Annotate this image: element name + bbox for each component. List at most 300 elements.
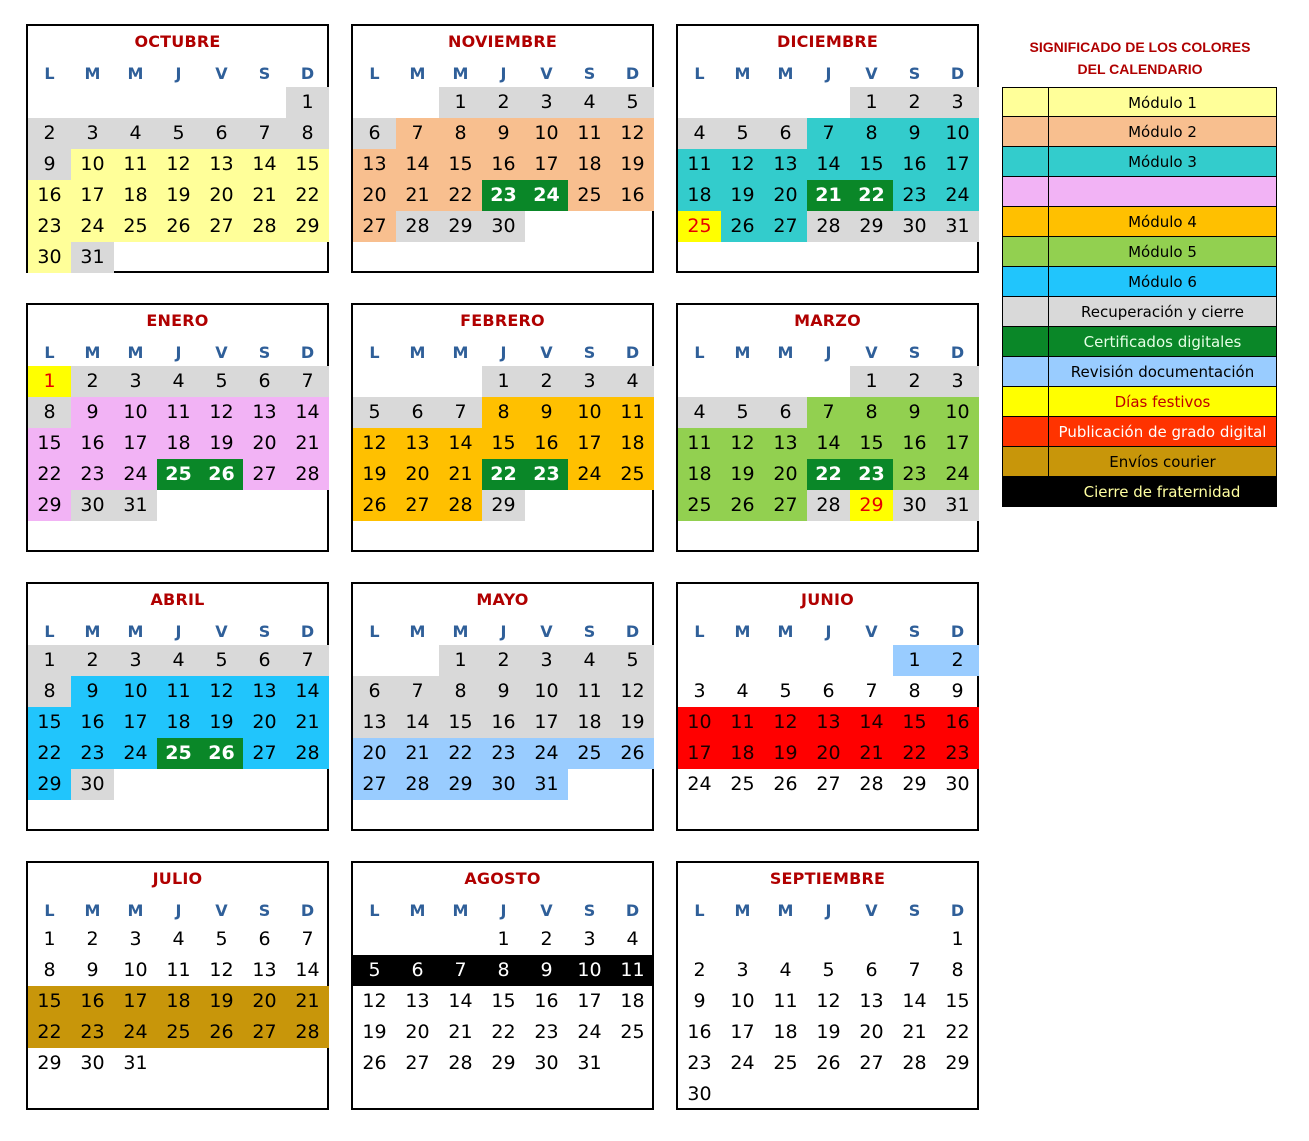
day-cell: 18 [157,707,200,738]
weekday-label: L [369,622,380,641]
day-cell: 25 [678,490,721,521]
legend-item-pink [1002,177,1277,207]
day-cell: 23 [482,180,525,211]
month-title: JULIO [152,869,203,888]
day-cell: 8 [28,397,71,428]
legend-label: Cierre de fraternidad [1083,483,1241,501]
day-cell: 26 [353,490,396,521]
weekday-label: S [583,901,596,920]
day-cell: 31 [114,490,157,521]
day-cell: 7 [286,645,329,676]
weekday-label: M [734,622,751,641]
day-cell: 15 [945,990,970,1012]
day-cell: 19 [721,180,764,211]
day-cell: 28 [286,1017,329,1048]
day-cell: 3 [525,87,568,118]
weekday-label: D [300,343,315,362]
empty-cell [396,87,439,118]
day-cell: 19 [157,180,200,211]
day-cell: 16 [482,149,525,180]
day-cell: 4 [172,928,185,950]
day-cell: 8 [850,118,893,149]
day-cell: 2 [893,87,936,118]
month-title: JUNIO [801,590,854,609]
legend-swatch [1003,147,1049,176]
day-cell: 12 [611,118,654,149]
weekday-header [353,901,654,921]
day-cell: 5 [721,118,764,149]
day-cell: 12 [721,149,764,180]
day-grid [28,87,329,273]
day-cell: 28 [396,769,439,800]
day-cell: 24 [525,738,568,769]
day-cell: 2 [28,118,71,149]
legend-swatch [1003,447,1049,476]
day-cell: 24 [687,773,712,795]
empty-cell [893,924,936,955]
day-cell: 14 [286,397,329,428]
day-cell: 22 [28,738,71,769]
day-cell: 8 [482,955,525,986]
month-marzo [676,303,979,552]
day-cell: 29 [850,211,893,242]
day-cell: 28 [286,459,329,490]
weekday-label: D [625,64,640,83]
day-grid [353,924,654,1079]
day-cell: 20 [243,428,286,459]
day-cell: 13 [252,959,277,981]
day-cell: 23 [71,459,114,490]
weekday-header [678,901,979,921]
day-cell: 5 [215,928,228,950]
day-cell: 16 [534,990,559,1012]
day-cell: 14 [807,428,850,459]
legend-label: Módulo 3 [1128,153,1197,171]
day-cell: 18 [568,149,611,180]
day-cell: 5 [200,645,243,676]
day-cell: 8 [951,959,964,981]
day-cell: 10 [123,959,148,981]
day-cell: 28 [859,773,884,795]
day-cell: 16 [893,149,936,180]
empty-cell [353,645,396,676]
day-cell: 7 [908,959,921,981]
day-cell: 4 [678,118,721,149]
day-cell: 11 [611,397,654,428]
day-cell: 14 [295,959,320,981]
month-agosto [351,861,654,1110]
day-cell: 14 [850,707,893,738]
day-cell: 27 [243,1017,286,1048]
empty-cell [114,87,157,118]
day-cell: 19 [200,707,243,738]
day-cell: 1 [439,645,482,676]
day-cell: 22 [850,180,893,211]
day-cell: 6 [396,397,439,428]
day-cell: 13 [405,990,430,1012]
day-cell: 1 [497,928,510,950]
day-cell: 21 [448,1021,473,1043]
day-cell: 31 [71,242,114,273]
day-cell: 11 [773,990,798,1012]
legend-item-mod5 [1002,237,1277,267]
day-cell: 26 [157,211,200,242]
day-cell: 3 [936,366,979,397]
weekday-header [28,901,329,921]
day-cell: 24 [577,1021,602,1043]
day-cell: 10 [114,397,157,428]
weekday-label: S [258,64,271,83]
day-cell: 23 [71,738,114,769]
legend-item-mod2 [1002,117,1277,147]
day-grid [678,924,979,1110]
day-cell: 24 [730,1052,755,1074]
day-cell: 13 [243,676,286,707]
day-cell: 19 [200,986,243,1017]
day-cell: 12 [200,397,243,428]
day-cell: 3 [736,959,749,981]
day-cell: 4 [626,928,639,950]
day-cell: 12 [353,428,396,459]
empty-cell [807,924,850,955]
weekday-label: V [865,622,878,641]
day-cell: 27 [764,211,807,242]
day-cell: 30 [945,773,970,795]
day-cell: 21 [286,986,329,1017]
day-cell: 26 [721,490,764,521]
empty-cell [764,924,807,955]
day-cell: 25 [611,459,654,490]
month-title: SEPTIEMBRE [769,869,886,888]
day-cell: 28 [902,1052,927,1074]
day-grid [678,87,979,242]
day-cell: 7 [301,928,314,950]
day-cell: 20 [353,738,396,769]
day-cell: 25 [568,738,611,769]
day-cell: 10 [525,118,568,149]
day-cell: 24 [114,459,157,490]
day-cell: 1 [28,366,71,397]
day-cell: 6 [353,118,396,149]
month-title: OCTUBRE [134,32,221,51]
day-cell: 15 [439,707,482,738]
day-cell: 31 [525,769,568,800]
weekday-label: L [44,343,55,362]
day-cell: 28 [396,211,439,242]
weekday-header [353,343,654,363]
legend-label: Módulo 1 [1128,94,1197,112]
empty-cell [721,924,764,955]
weekday-label: M [84,343,101,362]
weekday-label: M [127,64,144,83]
day-cell: 10 [525,676,568,707]
day-cell: 26 [362,1052,387,1074]
day-cell: 1 [439,87,482,118]
day-cell: 31 [577,1052,602,1074]
day-cell: 4 [611,366,654,397]
day-cell: 18 [157,986,200,1017]
day-cell: 5 [157,118,200,149]
weekday-label: S [583,64,596,83]
day-cell: 8 [28,676,71,707]
day-cell: 4 [678,397,721,428]
day-cell: 5 [611,645,654,676]
day-cell: 21 [396,180,439,211]
day-cell: 11 [157,397,200,428]
legend-title [1000,36,1280,80]
weekday-label: M [452,901,469,920]
day-cell: 22 [807,459,850,490]
day-cell: 18 [568,707,611,738]
day-cell: 12 [209,959,234,981]
day-cell: 11 [611,955,654,986]
day-cell: 7 [807,118,850,149]
empty-cell [807,645,850,676]
legend-item-mod6 [1002,267,1277,297]
weekday-label: M [452,622,469,641]
legend-item-mod3 [1002,147,1277,177]
day-cell: 3 [568,366,611,397]
day-cell: 5 [353,955,396,986]
empty-cell [678,645,721,676]
weekday-label: V [540,64,553,83]
weekday-label: M [84,901,101,920]
day-cell: 25 [157,459,200,490]
day-cell: 6 [865,959,878,981]
weekday-label: L [694,64,705,83]
day-cell: 29 [28,769,71,800]
day-cell: 13 [807,707,850,738]
day-cell: 9 [525,397,568,428]
day-cell: 30 [893,211,936,242]
empty-cell [200,87,243,118]
day-cell: 16 [71,707,114,738]
legend-title-line2: DEL CALENDARIO [1077,61,1203,77]
day-cell: 11 [678,428,721,459]
day-cell: 1 [43,928,56,950]
day-cell: 15 [439,149,482,180]
day-grid [353,366,654,521]
legend-title-line1: SIGNIFICADO DE LOS COLORES [1029,39,1251,55]
empty-cell [396,924,439,955]
weekday-label: S [908,343,921,362]
day-cell: 15 [28,986,71,1017]
day-cell: 21 [286,707,329,738]
day-cell: 16 [611,180,654,211]
empty-cell [396,366,439,397]
empty-cell [396,645,439,676]
day-cell: 25 [773,1052,798,1074]
weekday-label: M [734,343,751,362]
weekday-label: M [734,64,751,83]
weekday-label: V [215,901,228,920]
day-cell: 28 [439,490,482,521]
day-cell: 5 [353,397,396,428]
day-grid [678,645,979,800]
day-cell: 9 [71,676,114,707]
day-cell: 23 [534,1021,559,1043]
day-cell: 10 [936,397,979,428]
weekday-header [353,622,654,642]
day-cell: 28 [807,211,850,242]
day-cell: 24 [568,459,611,490]
day-cell: 30 [71,490,114,521]
legend-swatch [1003,297,1049,326]
empty-cell [850,645,893,676]
day-cell: 1 [28,645,71,676]
day-cell: 3 [114,366,157,397]
day-cell: 11 [678,149,721,180]
day-cell: 29 [482,490,525,521]
weekday-label: D [950,343,965,362]
day-cell: 14 [243,149,286,180]
day-cell: 30 [534,1052,559,1074]
day-cell: 16 [525,428,568,459]
weekday-label: D [300,901,315,920]
weekday-label: M [777,343,794,362]
day-cell: 4 [779,959,792,981]
day-cell: 13 [396,428,439,459]
month-title: AGOSTO [464,869,541,888]
day-cell: 14 [286,676,329,707]
day-cell: 28 [243,211,286,242]
empty-cell [678,924,721,955]
month-febrero [351,303,654,552]
legend-label: Recuperación y cierre [1081,303,1244,321]
day-cell: 2 [482,645,525,676]
day-cell: 8 [908,680,921,702]
day-cell: 1 [951,928,964,950]
empty-cell [353,924,396,955]
day-cell: 27 [200,211,243,242]
day-cell: 18 [611,428,654,459]
weekday-label: D [300,622,315,641]
day-cell: 24 [71,211,114,242]
day-cell: 24 [114,738,157,769]
weekday-label: S [908,901,921,920]
day-cell: 7 [243,118,286,149]
day-cell: 20 [243,986,286,1017]
day-cell: 14 [448,990,473,1012]
empty-cell [807,87,850,118]
day-cell: 9 [525,955,568,986]
day-cell: 11 [166,959,191,981]
month-enero [26,303,329,552]
weekday-label: J [825,64,832,83]
day-cell: 30 [80,1052,105,1074]
day-cell: 13 [353,149,396,180]
day-cell: 6 [243,366,286,397]
day-cell: 6 [396,955,439,986]
month-noviembre [351,24,654,273]
empty-cell [243,87,286,118]
day-cell: 27 [405,1052,430,1074]
empty-cell [678,366,721,397]
day-cell: 19 [611,149,654,180]
day-cell: 14 [902,990,927,1012]
day-cell: 4 [568,645,611,676]
weekday-header [353,64,654,84]
day-cell: 23 [893,459,936,490]
legend-label: Módulo 6 [1128,273,1197,291]
day-cell: 12 [611,676,654,707]
weekday-label: D [950,622,965,641]
day-cell: 22 [945,1021,970,1043]
day-cell: 2 [540,928,553,950]
day-cell: 2 [86,928,99,950]
day-cell: 17 [730,1021,755,1043]
day-cell: 17 [114,986,157,1017]
weekday-label: S [583,343,596,362]
day-cell: 27 [243,459,286,490]
weekday-label: L [369,64,380,83]
empty-cell [353,87,396,118]
day-grid [353,645,654,800]
day-cell: 29 [37,1052,62,1074]
weekday-label: L [369,343,380,362]
weekday-label: M [127,901,144,920]
day-cell: 5 [779,680,792,702]
weekday-label: J [175,64,182,83]
day-cell: 21 [902,1021,927,1043]
day-cell: 29 [439,211,482,242]
day-cell: 15 [893,707,936,738]
weekday-label: D [625,343,640,362]
day-cell: 12 [362,990,387,1012]
day-cell: 3 [693,680,706,702]
day-cell: 22 [286,180,329,211]
day-cell: 2 [525,366,568,397]
day-cell: 12 [764,707,807,738]
day-cell: 20 [764,180,807,211]
day-cell: 5 [822,959,835,981]
day-cell: 22 [28,1017,71,1048]
weekday-label: M [127,343,144,362]
weekday-label: V [540,343,553,362]
day-cell: 5 [611,87,654,118]
day-cell: 26 [721,211,764,242]
weekday-label: J [500,622,507,641]
day-cell: 13 [764,428,807,459]
day-cell: 12 [200,676,243,707]
month-julio [26,861,329,1110]
month-abril [26,582,329,831]
day-cell: 20 [764,459,807,490]
day-cell: 16 [936,707,979,738]
day-cell: 7 [286,366,329,397]
day-cell: 2 [693,959,706,981]
weekday-label: M [409,343,426,362]
day-cell: 12 [816,990,841,1012]
day-cell: 19 [764,738,807,769]
day-cell: 19 [200,428,243,459]
day-cell: 10 [678,707,721,738]
day-grid [28,924,329,1079]
day-cell: 31 [123,1052,148,1074]
day-cell: 5 [721,397,764,428]
day-cell: 8 [439,118,482,149]
day-cell: 12 [721,428,764,459]
day-cell: 9 [86,959,99,981]
day-cell: 26 [200,1017,243,1048]
day-cell: 29 [902,773,927,795]
day-cell: 16 [71,986,114,1017]
weekday-label: D [950,64,965,83]
weekday-header [678,622,979,642]
day-cell: 27 [353,769,396,800]
weekday-label: M [777,901,794,920]
legend-item-mod4 [1002,207,1277,237]
